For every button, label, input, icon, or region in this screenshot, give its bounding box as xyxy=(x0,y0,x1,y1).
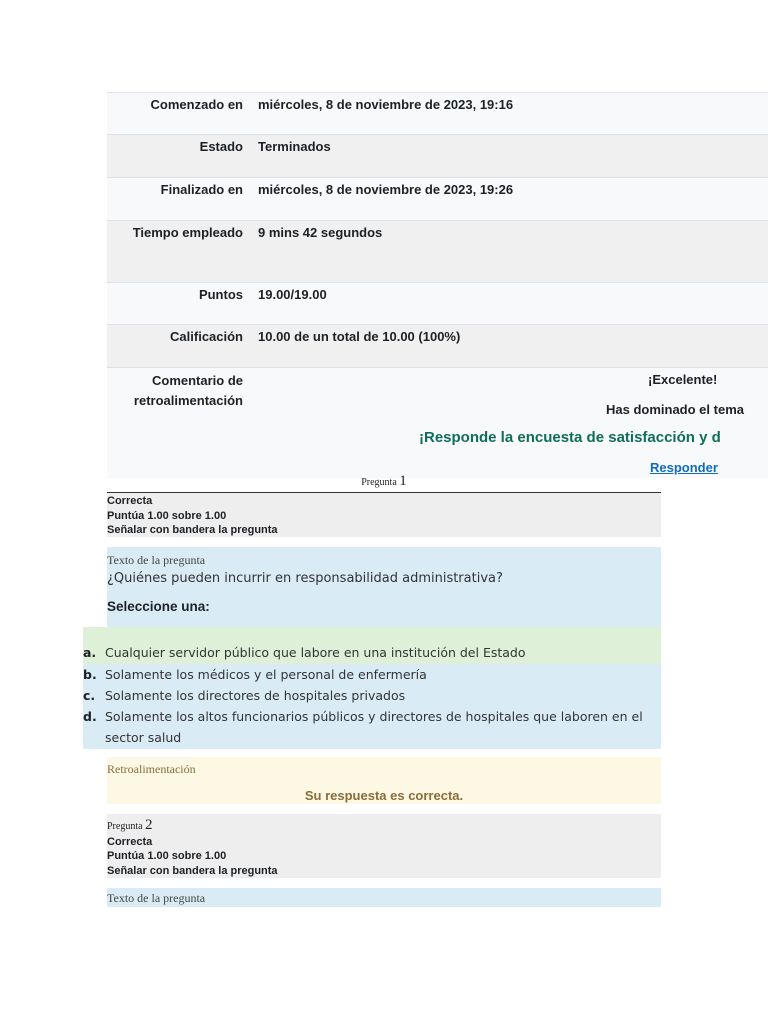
summary-label: Comenzado en xyxy=(150,97,243,112)
summary-value: miércoles, 8 de noviembre de 2023, 19:26 xyxy=(258,182,514,197)
summary-label: Calificación xyxy=(170,329,243,344)
answer-option-d[interactable] xyxy=(83,706,661,749)
question-1-feedback xyxy=(107,757,661,804)
summary-row-state xyxy=(107,134,768,177)
feedback-mastered: Has dominado el tema xyxy=(606,402,744,417)
summary-value: 10.00 de un total de 10.00 (100%) xyxy=(258,329,461,344)
answer-option-a[interactable] xyxy=(83,627,661,664)
summary-label: Tiempo empleado xyxy=(132,225,243,240)
question-prefix: Pregunta xyxy=(361,477,397,488)
respond-survey-link[interactable]: Responder xyxy=(650,460,718,475)
summary-row-points xyxy=(107,282,768,324)
question-grade: Puntúa 1.00 sobre 1.00 xyxy=(107,850,227,862)
question-prompt: ¿Quiénes pueden incurrir en responsabilidad administrativa? xyxy=(107,571,503,586)
answer-letter: b. xyxy=(83,667,97,682)
answer-option-c[interactable] xyxy=(83,685,661,706)
question-2-heading xyxy=(107,818,661,835)
summary-row-finished xyxy=(107,177,768,220)
summary-label: Comentario de retroalimentación xyxy=(133,373,243,408)
feedback-excellent: ¡Excelente! xyxy=(648,372,718,387)
question-number: 1 xyxy=(399,473,407,489)
feedback-label: Retroalimentación xyxy=(107,762,196,776)
question-prefix: Pregunta xyxy=(107,821,143,832)
question-text-label: Texto de la pregunta xyxy=(107,891,206,905)
attempt-summary-table xyxy=(107,92,768,478)
question-2-text xyxy=(107,888,661,907)
answer-text: Solamente los directores de hospitales privados xyxy=(105,688,406,703)
question-text-label: Texto de la pregunta xyxy=(107,553,206,567)
summary-row-grade xyxy=(107,324,768,367)
summary-row-started xyxy=(107,92,768,134)
summary-value: 9 mins 42 segundos xyxy=(258,225,383,240)
summary-value: 19.00/19.00 xyxy=(258,287,327,302)
question-state: Correcta xyxy=(107,835,153,848)
question-state: Correcta xyxy=(107,495,153,507)
answer-letter: d. xyxy=(83,709,97,724)
summary-label: Finalizado en xyxy=(160,182,243,197)
summary-value: Terminados xyxy=(258,139,331,154)
feedback-message: Su respuesta es correcta. xyxy=(304,788,464,803)
question-1-heading xyxy=(107,473,661,490)
summary-row-feedback xyxy=(107,367,768,478)
question-1-info xyxy=(107,493,661,537)
select-one-label: Seleccione una: xyxy=(107,599,210,614)
answer-text: Cualquier servidor público que labore en una institución del Estado xyxy=(105,645,526,660)
question-number: 2 xyxy=(145,817,153,833)
answer-letter: a. xyxy=(83,645,97,660)
flag-question-link[interactable]: Señalar con bandera la pregunta xyxy=(107,864,278,877)
question-grade: Puntúa 1.00 sobre 1.00 xyxy=(107,509,227,522)
summary-row-time xyxy=(107,220,768,282)
answer-text: Solamente los altos funcionarios públicos y directores de hospitales que laboren en el sector salud xyxy=(105,709,643,745)
feedback-survey-text: ¡Responde la encuesta de satisfacción y d xyxy=(419,429,721,446)
summary-label: Puntos xyxy=(198,287,243,302)
answer-option-b[interactable] xyxy=(83,664,661,685)
answer-text: Solamente los médicos y el personal de enfermería xyxy=(105,667,427,682)
summary-label: Estado xyxy=(199,139,243,154)
answer-list xyxy=(83,627,661,749)
question-2-info xyxy=(107,814,661,878)
summary-value: miércoles, 8 de noviembre de 2023, 19:16 xyxy=(258,97,514,112)
question-1-text xyxy=(107,547,661,627)
answer-letter: c. xyxy=(83,688,96,703)
flag-question-link[interactable]: Señalar con bandera la pregunta xyxy=(107,524,278,536)
